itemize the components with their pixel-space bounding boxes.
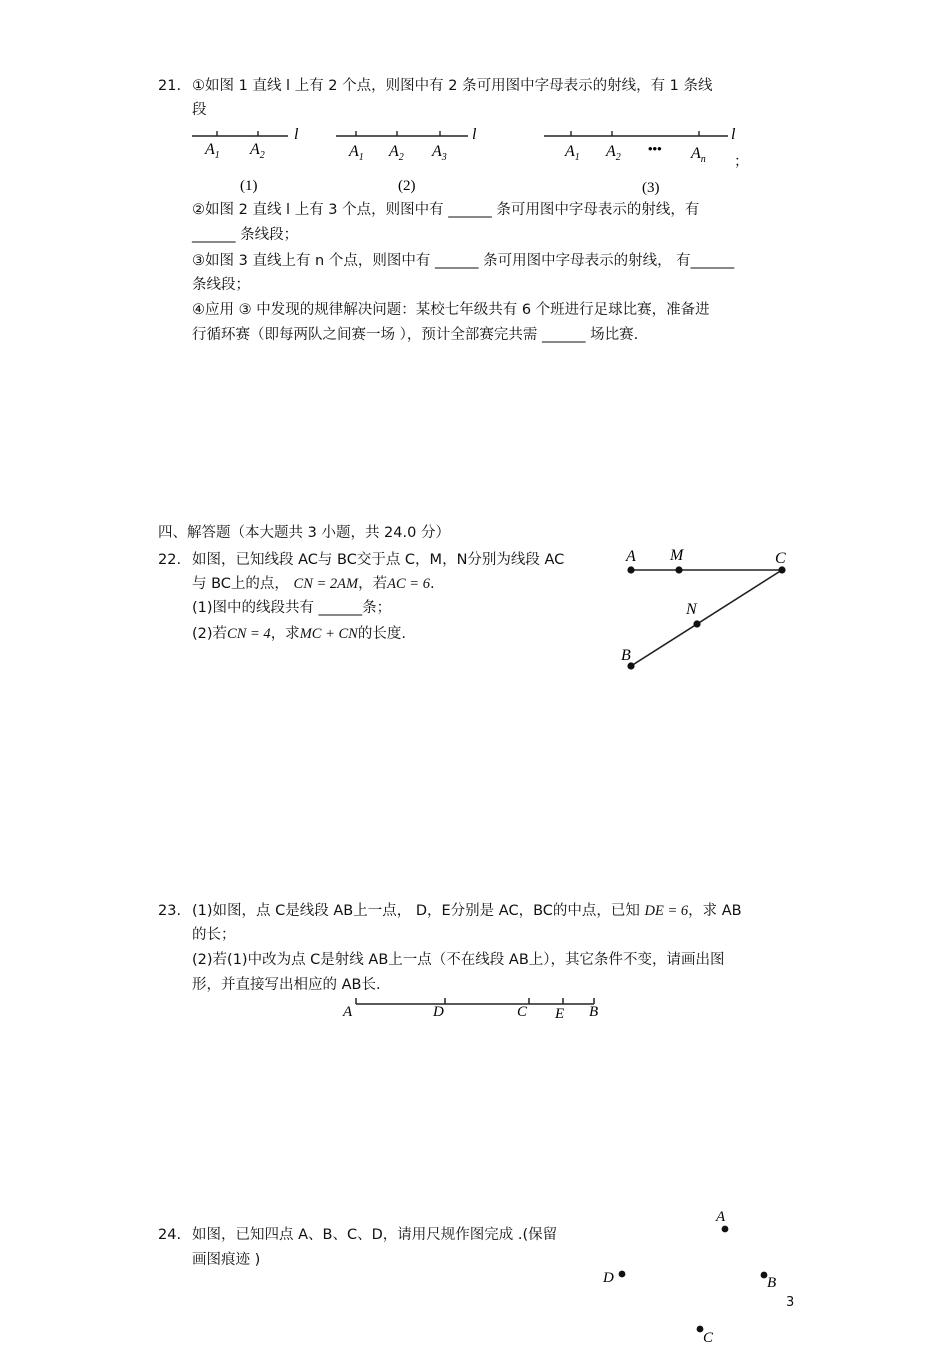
- fig2-caption: (2): [398, 178, 416, 194]
- q22-line2-text-c: .: [429, 576, 435, 592]
- q24-label-a: A: [716, 1209, 726, 1225]
- fig3-line-label: l: [731, 126, 736, 143]
- q21-part3-line2: 条线段；: [192, 277, 250, 293]
- q23-label-a: A: [343, 1004, 353, 1020]
- q22-label-c: C: [775, 550, 786, 567]
- q21-semicolon: ；: [734, 154, 749, 170]
- q23-line1-text-a: (1)如图，点 C是线段 AB上一点， D，E分别是 AC，BC的中点，已知: [192, 903, 645, 919]
- q24-line1: 如图，已知四点 A、B、C、D，请用尺规作图完成 .(保留: [192, 1227, 558, 1243]
- fig2-point-1: $A_1$: [349, 143, 364, 163]
- q21-part3-line1: ③如图 3 直线上有 n 个点，则图中有 ______ 条可用图中字母表示的射线， 有______: [192, 253, 735, 269]
- q24-number: 24.: [158, 1227, 182, 1243]
- q23-line3: (2)若(1)中改为点 C是射线 AB上一点（不在线段 AB上），其它条件不变，请画出图: [192, 952, 725, 968]
- q22-line3: (1)图中的线段共有 ______条；: [192, 600, 392, 616]
- q24-label-b: B: [767, 1275, 777, 1291]
- fig1-point-1: $A_1$: [205, 141, 220, 161]
- fig3-point-n: $A_n$: [691, 145, 706, 165]
- q22-math-cn-4: CN = 4: [227, 626, 271, 642]
- q22-line1: 如图，已知线段 AC与 BC交于点 C，M，N分别为线段 AC: [192, 552, 565, 568]
- section-4-title: 四、解答题（本大题共 3 小题，共 24.0 分）: [158, 525, 450, 541]
- q22-line2-text-b: ，若: [358, 576, 388, 592]
- q21-part4-line1: ④应用 ③ 中发现的规律解决问题：某校七年级共有 6 个班进行足球比赛，准备进: [192, 302, 710, 318]
- fig1-caption: (1): [240, 178, 258, 194]
- fig2-point-2: $A_2$: [389, 143, 404, 163]
- q23-line2: 的长；: [192, 927, 236, 943]
- q24-point-d: [619, 1271, 626, 1278]
- q22-label-a: A: [626, 548, 636, 565]
- q23-label-c: C: [517, 1004, 528, 1020]
- fig1-line-label: l: [294, 126, 299, 143]
- q21-part2-line1: ②如图 2 直线 l 上有 3 个点，则图中有 ______ 条可用图中字母表示的射线，有: [192, 202, 700, 218]
- q22-number: 22.: [158, 552, 182, 568]
- q22-line4-text-c: 的长度.: [357, 626, 406, 642]
- q24-label-c: C: [703, 1330, 714, 1345]
- q21-number: 21.: [158, 78, 182, 94]
- q22-label-m: M: [670, 547, 684, 564]
- q22-line4-text-b: ，求: [270, 626, 300, 642]
- q22-label-n: N: [686, 601, 697, 618]
- fig3-ellipsis: •••: [648, 141, 662, 156]
- q22-math-mc-cn: MC + CN: [299, 626, 358, 642]
- q22-math-cn-2am: CN = 2AM: [293, 576, 359, 592]
- fig3-point-2: $A_2$: [606, 143, 621, 163]
- fig3-caption: (3): [642, 180, 660, 196]
- q23-label-e: E: [555, 1006, 565, 1022]
- fig3-point-1: $A_1$: [565, 143, 580, 163]
- q23-label-b: B: [589, 1004, 599, 1020]
- fig1-point-2: $A_2$: [250, 141, 265, 161]
- page-number: 3: [786, 1295, 795, 1310]
- q21-part1-line1: ①如图 1 直线 l 上有 2 个点，则图中有 2 条可用图中字母表示的射线，有 1 条线: [192, 78, 713, 94]
- q22-line4-text-a: (2)若: [192, 626, 228, 642]
- q24-label-d: D: [603, 1270, 614, 1286]
- q23-number: 23.: [158, 903, 182, 919]
- fig2-line-label: l: [472, 126, 477, 143]
- fig2-point-3: $A_3$: [432, 143, 447, 163]
- q23-math-de-6: DE = 6: [644, 903, 689, 919]
- q22-label-b: B: [621, 647, 631, 664]
- q23-line4: 形，并直接写出相应的 AB长.: [192, 977, 381, 993]
- q21-part1-line2: 段: [192, 102, 207, 118]
- q22-math-ac-6: AC = 6: [387, 576, 430, 592]
- q22-line2-text-a: 与 BC上的点，: [192, 576, 294, 592]
- q23-line1-text-b: ，求 AB: [688, 903, 742, 919]
- q21-part2-line2: ______ 条线段；: [192, 227, 299, 243]
- q23-label-d: D: [433, 1004, 444, 1020]
- q24-line2: 画图痕迹 ): [192, 1252, 261, 1268]
- q24-point-a: [722, 1226, 729, 1233]
- q21-part4-line2: 行循环赛（即每两队之间赛一场 ），预计全部赛完共需 ______ 场比赛.: [192, 327, 639, 343]
